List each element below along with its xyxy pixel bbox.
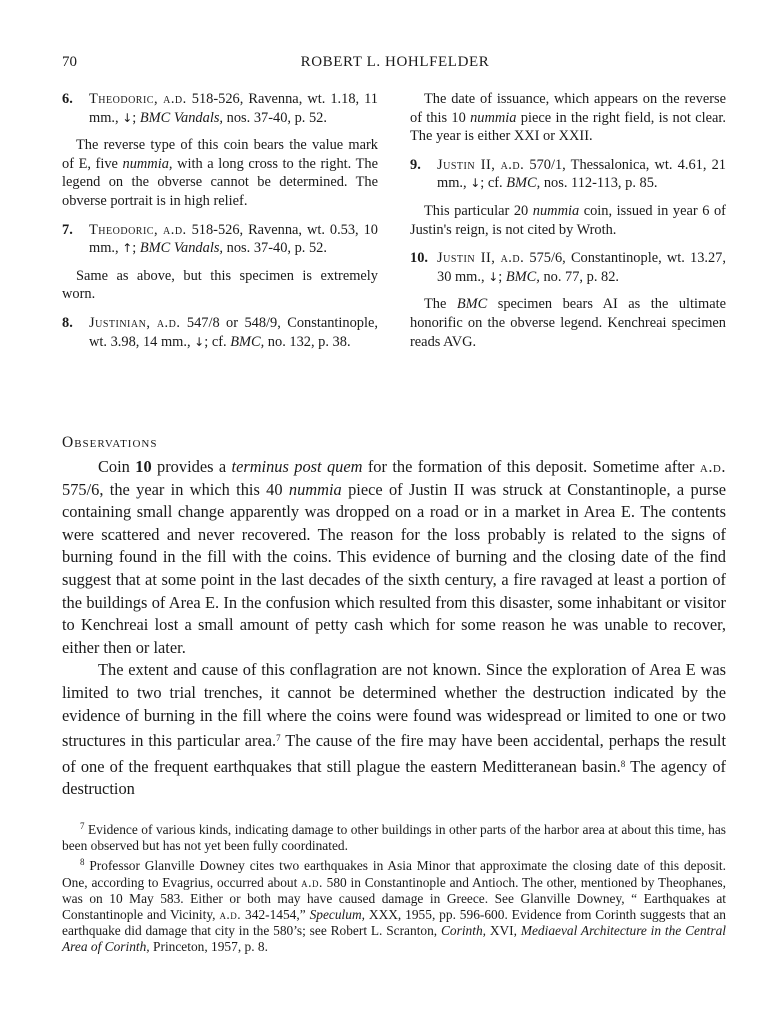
footnote-text: Princeton, 1957, p. 8.: [153, 939, 268, 955]
separator: ; cf.: [204, 333, 227, 350]
reference-title: BMC Vandals,: [139, 240, 224, 257]
coin-details: 518-526, Ravenna, wt. 0.53, 10 mm.,: [89, 221, 378, 257]
footnote-7: [62, 818, 726, 854]
book-title: Mediaeval Architecture in the Central Area of Corinth,: [62, 923, 726, 955]
footnote-text: Evidence of various kinds, indicating damage to other buildings in other parts of the harbor area at about this time, has been observed but has not yet been fully coordinated.: [62, 822, 726, 854]
section-heading: Observations: [62, 434, 158, 451]
coin-details: 547/8 or 548/9, Constantinople, wt. 3.98, 14 mm.,: [89, 314, 378, 350]
body-text: The agency of destruction: [62, 756, 726, 799]
coin-entry-9: [410, 156, 726, 193]
footnote-text: Professor Glanville Downey cites two earthquakes in Asia Minor that approximate the closing date of this deposit. One, according to Evagrius, occurred about: [62, 858, 726, 890]
latin-term: terminus post quem: [231, 457, 363, 476]
reference-title: BMC Vandals,: [139, 109, 224, 126]
separator: ;: [132, 109, 137, 126]
footnote-mark: 8: [80, 857, 85, 868]
die-axis-down-icon: ↓: [488, 269, 499, 284]
entry-number: 10.: [410, 250, 428, 267]
note-text: piece in the right field, is not clear. The year is either XXI or XXII.: [410, 109, 726, 145]
reference-pages: nos. 37-40, p. 52.: [226, 109, 327, 126]
die-axis-up-icon: ↑: [122, 241, 133, 256]
coin-note-10: [410, 295, 726, 351]
body-text: The cause of the fire may have been accidental, perhaps the result of one of the frequent earthquakes that still plague the eastern Meditteranean basin.: [62, 731, 726, 776]
die-axis-down-icon: ↓: [470, 176, 481, 191]
era-abbrev: a.d.: [163, 221, 187, 238]
body-paragraph: [62, 456, 726, 659]
entry-number: 7.: [62, 221, 73, 238]
catalogue-right-column: [410, 90, 726, 361]
reference-title: BMC,: [230, 333, 265, 350]
footnote-ref-8[interactable]: 8: [620, 758, 626, 769]
body-text: provides a: [157, 457, 227, 476]
note-text: The: [424, 296, 447, 313]
reference-pages: nos. 37-40, p. 52.: [226, 240, 327, 257]
series-title: Corinth,: [440, 923, 487, 939]
era-abbrev: a.d.: [699, 457, 726, 476]
coin-details: 518-526, Ravenna, wt. 1.18, 11 mm.,: [89, 91, 378, 126]
entry-number: 6.: [62, 91, 73, 107]
coin-details: 570/1, Thessalonica, wt. 4.61, 21 mm.,: [437, 156, 727, 192]
coin-note-8: [410, 90, 726, 146]
journal-title: Speculum,: [309, 907, 365, 923]
footnotes: [62, 818, 726, 956]
reference-pages: no. 77, p. 82.: [543, 268, 620, 285]
note-italic: BMC: [456, 296, 488, 313]
footnote-text: XXX, 1955, pp. 596-600. Evidence from Corinth suggests that an earthquake did damage that city in the 580’s; see Robert L. Scranton,: [62, 907, 727, 939]
separator: ;: [498, 268, 503, 285]
era-abbrev: a.d.: [156, 314, 181, 331]
ruler-name: Theodoric,: [89, 91, 159, 107]
era-abbrev: a.d.: [163, 91, 187, 107]
footnote-8: [62, 854, 726, 955]
ruler-name: Justin II,: [437, 156, 496, 173]
note-text: specimen bears AI as the ultimate honorific on the obverse legend. Kenchreai specimen reads AVG.: [410, 296, 726, 350]
coin-entry-6: [62, 90, 378, 127]
latin-term: nummia: [288, 479, 342, 499]
reference-pages: nos. 112-113, p. 85.: [543, 175, 658, 192]
coin-entry-7: [62, 221, 378, 258]
die-axis-down-icon: ↓: [122, 110, 133, 125]
body-text: Coin: [98, 457, 130, 476]
note-italic: nummia: [532, 202, 580, 219]
coin-note-9: [410, 202, 726, 239]
running-head-author: ROBERT L. HOHLFELDER: [300, 54, 490, 70]
body-text: 575/6, the year in which this 40: [62, 479, 283, 499]
note-italic: nummia,: [122, 155, 173, 172]
body-text: The extent and cause of this conflagration are not known. Since the exploration of Area E was limited to two trial trenches, it cannot be determined whether the destruction indicated by the evidence of burning in the fill where the coins were found was widespread or limited to one or two structures in this particular area.: [62, 660, 726, 751]
coin-note-6: [62, 136, 378, 210]
note-text: The reverse type of this coin bears the value mark of E, five: [62, 137, 378, 172]
reference-title: BMC,: [506, 175, 541, 192]
note-text: coin, issued in year 6 of Justin's reign, is not cited by Wroth.: [410, 202, 726, 238]
note-text: with a long cross to the right. The legend on the obverse cannot be determined. The obverse portrait is in high relief.: [62, 155, 378, 209]
note-text: This particular 20: [424, 202, 529, 219]
ruler-name: Justinian,: [89, 314, 151, 331]
reference-title: BMC,: [505, 268, 540, 285]
footnote-mark: 7: [80, 821, 85, 831]
body-text: for the formation of this deposit. Sometime after: [367, 457, 695, 476]
die-axis-down-icon: ↓: [194, 334, 205, 349]
body-text: piece of Justin II was struck at Constantinople, a purse containing small change apparently was dropped on a road or in a market in Area E. The contents were scattered and never recovered. The reason for the loss probably is related to the signs of burning found in the fill with the coins. This evidence of burning and the closing date of the find suggest that at some point in the last decades of the sixth century, a fire ravaged at least a portion of the buildings of Area E. In the confusion which resulted from this disaster, some inhabitant or visitor to Kenchreai lost a small amount of petty cash which for some reason he was unable to recover, either then or later.: [62, 479, 726, 657]
body-paragraph: [62, 659, 726, 801]
catalogue-left-column: [62, 90, 378, 360]
coin-entry-8: [62, 314, 378, 351]
era-abbrev: a.d.: [500, 250, 525, 267]
footnote-ref-7[interactable]: 7: [276, 733, 281, 744]
footnote-text: 580 in Constantinople and Antioch. The other, mentioned by Theophanes, was on 10 May 583. Either or both may have caused damage in Greece. See Glanville Downey, “ Earthquakes at Constantinople and Vicinity,: [62, 874, 726, 923]
entry-number: 9.: [410, 156, 421, 173]
entry-number: 8.: [62, 314, 73, 331]
coin-number-bold: 10: [135, 457, 152, 476]
ruler-name: Theodoric,: [89, 221, 159, 238]
era-abbrev: a.d.: [301, 874, 323, 890]
note-text: The date of issuance, which appears on the reverse of this 10: [410, 91, 726, 126]
running-header: [62, 54, 728, 76]
coin-details: 575/6, Constantinople, wt. 13.27, 30 mm.,: [437, 250, 726, 285]
coin-note-7: Same as above, but this specimen is extremely worn.: [62, 267, 378, 303]
page-number: 70: [62, 54, 77, 70]
separator: ; cf.: [480, 175, 503, 192]
note-italic: nummia: [470, 109, 517, 126]
separator: ;: [132, 240, 137, 257]
reference-pages: no. 132, p. 38.: [267, 333, 351, 350]
ruler-name: Justin II,: [437, 250, 496, 267]
era-abbrev: a.d.: [500, 156, 525, 173]
observations-body: [62, 456, 726, 801]
era-abbrev: a.d.: [219, 907, 242, 923]
footnote-text: XVI,: [489, 923, 517, 939]
footnote-text: 342-1454,”: [245, 907, 306, 923]
coin-entry-10: [410, 249, 726, 286]
